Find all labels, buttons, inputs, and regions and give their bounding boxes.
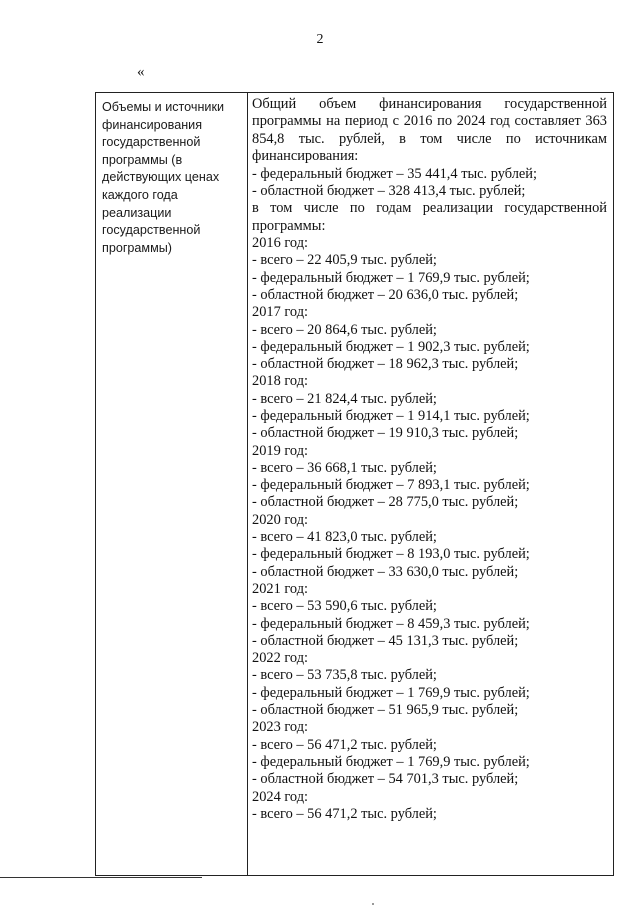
- year-block: [252, 235, 607, 304]
- funding-line: - федеральный бюджет – 1 902,3 тыс. рублей;: [252, 338, 530, 355]
- financing-details: [248, 93, 613, 823]
- year-heading: 2016 год:: [252, 235, 309, 252]
- footnote-rule: [0, 877, 202, 878]
- total-financing-paragraph: Общий объем финансирования государственной программы на период с 2016 по 2024 год составляет 363 854,8 тыс. рублей, в том числе по источникам финансирования:: [252, 96, 607, 165]
- funding-line: - областной бюджет – 54 701,3 тыс. рублей;: [252, 771, 519, 788]
- funding-line: - федеральный бюджет – 7 893,1 тыс. рублей;: [252, 477, 530, 494]
- year-heading: 2021 год:: [252, 580, 309, 597]
- funding-line: - всего – 53 590,6 тыс. рублей;: [252, 598, 437, 615]
- funding-line: - всего – 41 823,0 тыс. рублей;: [252, 529, 437, 546]
- funding-line: - всего – 53 735,8 тыс. рублей;: [252, 667, 437, 684]
- financing-label: Объемы и источники финансирования государственной программы (в действующих ценах каждого года реализации государственной программы): [102, 100, 224, 255]
- funding-line: - областной бюджет – 33 630,0 тыс. рублей;: [252, 563, 519, 580]
- page-number: 2: [316, 32, 324, 47]
- year-block: [252, 443, 607, 512]
- funding-line: - федеральный бюджет – 8 193,0 тыс. рублей;: [252, 546, 530, 563]
- table-label-cell: [96, 93, 248, 876]
- source-line: - областной бюджет – 328 413,4 тыс. рублей;: [252, 182, 526, 199]
- funding-line: - областной бюджет – 18 962,3 тыс. рублей;: [252, 356, 519, 373]
- year-heading: 2020 год:: [252, 511, 309, 528]
- funding-line: - всего – 36 668,1 тыс. рублей;: [252, 459, 437, 476]
- funding-line: - областной бюджет – 28 775,0 тыс. рублей;: [252, 494, 519, 511]
- year-block: [252, 650, 607, 719]
- funding-line: - всего – 21 824,4 тыс. рублей;: [252, 390, 437, 407]
- year-block: [252, 719, 607, 788]
- funding-line: - всего – 22 405,9 тыс. рублей;: [252, 252, 437, 269]
- year-block: [252, 789, 607, 824]
- opening-quote: «: [137, 64, 145, 80]
- table-row: [96, 93, 614, 876]
- year-heading: 2023 год:: [252, 719, 309, 736]
- funding-line: - областной бюджет – 45 131,3 тыс. рублей;: [252, 632, 519, 649]
- funding-line: - всего – 56 471,2 тыс. рублей;: [252, 736, 437, 753]
- funding-line: - областной бюджет – 20 636,0 тыс. рублей;: [252, 286, 519, 303]
- years-list: [252, 235, 607, 823]
- year-block: [252, 512, 607, 581]
- year-block: [252, 373, 607, 442]
- source-line: - федеральный бюджет – 35 441,4 тыс. рублей;: [252, 165, 537, 182]
- year-block: [252, 581, 607, 650]
- year-heading: 2022 год:: [252, 650, 309, 667]
- year-heading: 2019 год:: [252, 442, 309, 459]
- table-content-cell: [248, 93, 614, 876]
- year-heading: 2024 год:: [252, 788, 309, 805]
- funding-line: - областной бюджет – 51 965,9 тыс. рублей;: [252, 702, 519, 719]
- funding-line: - федеральный бюджет – 1 769,9 тыс. рублей;: [252, 269, 530, 286]
- year-block: [252, 304, 607, 373]
- year-heading: 2017 год:: [252, 304, 309, 321]
- funding-line: - федеральный бюджет – 1 914,1 тыс. рублей;: [252, 408, 530, 424]
- funding-line: - областной бюджет – 19 910,3 тыс. рублей;: [252, 425, 519, 442]
- funding-line: - федеральный бюджет – 8 459,3 тыс. рублей;: [252, 615, 530, 632]
- funding-line: - федеральный бюджет – 1 769,9 тыс. рублей;: [252, 753, 530, 770]
- funding-line: - всего – 20 864,6 тыс. рублей;: [252, 321, 437, 338]
- funding-line: - всего – 56 471,2 тыс. рублей;: [252, 805, 437, 822]
- year-heading: 2018 год:: [252, 373, 309, 390]
- financing-table: [95, 92, 614, 876]
- by-years-paragraph: в том числе по годам реализации государственной программы:: [252, 200, 607, 234]
- funding-line: - федеральный бюджет – 1 769,9 тыс. рублей;: [252, 684, 530, 701]
